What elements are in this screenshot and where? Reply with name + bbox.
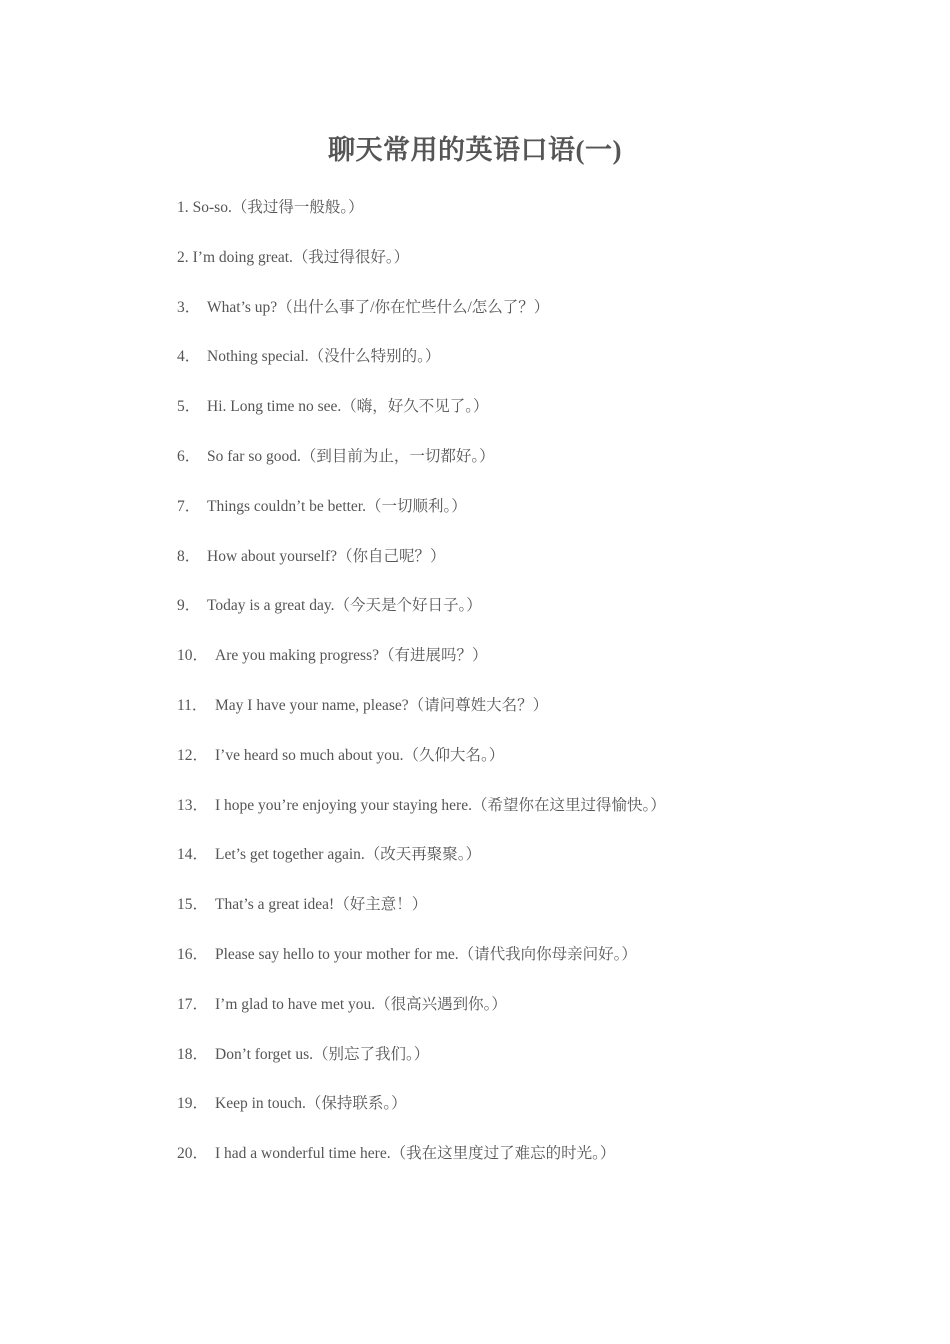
item-text: What’s up?（出什么事了/你在忙些什么/怎么了？） — [207, 298, 550, 316]
list-item — [177, 296, 897, 346]
item-text: Things couldn’t be better.（一切顺利。） — [207, 497, 467, 515]
item-number: 7． — [177, 497, 201, 515]
item-number: 14． — [177, 846, 209, 864]
item-number: 9． — [177, 597, 201, 615]
item-text: Please say hello to your mother for me.（请代我向你母亲问好。） — [215, 945, 637, 963]
item-text: May I have your name, please?（请问尊姓大名？） — [215, 696, 549, 714]
list-item — [177, 1092, 897, 1142]
item-text: So-so.（我过得一般般。） — [192, 199, 364, 216]
list-item — [177, 794, 897, 844]
item-number: 6． — [177, 447, 201, 465]
item-number: 16． — [177, 945, 209, 963]
list-item — [177, 993, 897, 1043]
list-item — [177, 246, 897, 296]
item-text: Hi. Long time no see.（嗨，好久不见了。） — [207, 398, 489, 416]
item-number: 18． — [177, 1045, 209, 1063]
item-text: I’m doing great.（我过得很好。） — [192, 248, 410, 266]
item-text: I had a wonderful time here.（我在这里度过了难忘的时光。） — [215, 1145, 616, 1163]
list-item — [177, 196, 897, 246]
item-text: Nothing special.（没什么特别的。） — [207, 348, 441, 366]
item-number: 11． — [177, 696, 208, 714]
list-item — [177, 445, 897, 495]
item-text: How about yourself?（你自己呢？） — [207, 547, 446, 565]
item-text: Don’t forget us.（别忘了我们。） — [215, 1045, 430, 1063]
list-item — [177, 1043, 897, 1093]
item-number: 5． — [177, 398, 201, 416]
item-number: 20． — [177, 1145, 209, 1163]
item-text: Keep in touch.（保持联系。） — [215, 1095, 407, 1113]
list-item — [177, 395, 897, 445]
item-number: 12． — [177, 746, 209, 764]
list-item — [177, 545, 897, 595]
list-item — [177, 893, 897, 943]
list-item — [177, 345, 897, 395]
list-item — [177, 943, 897, 993]
item-text: Are you making progress?（有进展吗？） — [215, 647, 488, 665]
list-item — [177, 594, 897, 644]
item-text: I hope you’re enjoying your staying here.（希望你在这里过得愉快。） — [215, 796, 666, 814]
item-text: That’s a great idea!（好主意！） — [215, 896, 428, 914]
item-number: 2. — [177, 248, 189, 266]
phrase-list — [177, 196, 897, 1192]
item-number: 19． — [177, 1095, 209, 1113]
item-number: 1. — [177, 199, 189, 216]
list-item — [177, 843, 897, 893]
item-text: I’m glad to have met you.（很高兴遇到你。） — [215, 995, 507, 1013]
item-text: I’ve heard so much about you.（久仰大名。） — [215, 746, 505, 764]
item-number: 3． — [177, 298, 201, 316]
item-number: 10． — [177, 647, 209, 665]
item-number: 4． — [177, 348, 201, 366]
list-item — [177, 694, 897, 744]
item-number: 17． — [177, 995, 209, 1013]
list-item — [177, 495, 897, 545]
item-text: Today is a great day.（今天是个好日子。） — [207, 597, 482, 615]
item-number: 13． — [177, 796, 209, 814]
list-item — [177, 744, 897, 794]
page-title: 聊天常用的英语口语(一) — [328, 135, 622, 165]
item-number: 8． — [177, 547, 201, 565]
item-text: Let’s get together again.（改天再聚聚。） — [215, 846, 482, 864]
item-number: 15． — [177, 896, 209, 914]
list-item — [177, 1142, 897, 1192]
list-item — [177, 644, 897, 694]
item-text: So far so good.（到目前为止，一切都好。） — [207, 447, 495, 465]
